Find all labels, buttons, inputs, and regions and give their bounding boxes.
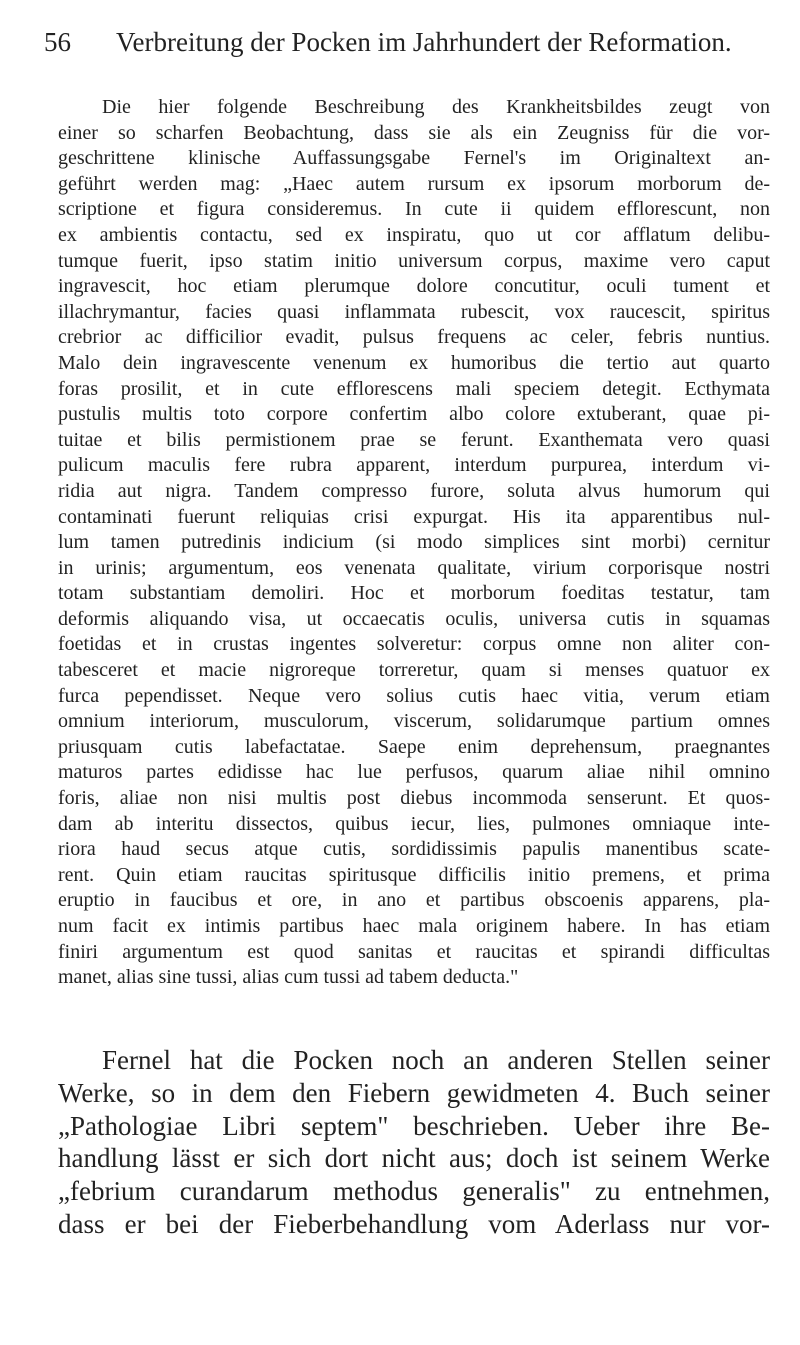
text-line: handlung lässt er sich dort nicht aus; doch ist seinem Werke — [58, 1143, 770, 1174]
text-line: Werke, so in dem den Fiebern gewidmeten 4. Buch seiner — [58, 1077, 770, 1108]
running-title: Verbreitung der Pocken im Jahrhundert der Reformation. — [116, 27, 732, 57]
text-line: riora haud secus atque cutis, sordidissimis papulis manentibus scate- — [58, 838, 770, 861]
text-line: ridia aut nigra. Tandem compresso furore, soluta alvus humorum qui — [58, 479, 770, 502]
text-line: crebrior ac difficilior evadit, pulsus frequens ac celer, febris nuntius. — [58, 326, 770, 349]
text-line: geschrittene klinische Auffassungsgabe Fernel's im Originaltext an- — [58, 147, 770, 170]
text-line: dam ab interitu dissectos, quibus iecur, lies, pulmones omniaque inte- — [58, 812, 770, 835]
running-header — [44, 22, 784, 62]
text-line: finiri argumentum est quod sanitas et raucitas et spirandi difficultas — [58, 940, 770, 963]
text-line: pustulis multis toto corpore confertim albo colore extuberant, quae pi- — [58, 403, 770, 426]
text-line: eruptio in faucibus et ore, in ano et partibus obscoenis apparens, pla- — [58, 889, 770, 912]
page-number: 56 — [44, 27, 71, 57]
text-line: deformis aliquando visa, ut occaecatis oculis, universa cutis in squamas — [58, 607, 770, 630]
text-line: totam substantiam demoliri. Hoc et morborum foeditas testatur, tam — [58, 582, 770, 605]
text-line: maturos partes edidisse hac lue perfusos, quarum aliae nihil omnino — [58, 761, 770, 784]
text-line: foetidas et in crustas ingentes solveretur: corpus omne non aliter con- — [58, 633, 770, 656]
text-line: pulicum maculis fere rubra apparent, interdum purpurea, interdum vi- — [58, 454, 770, 477]
text-line: manet, alias sine tussi, alias cum tussi ad tabem deducta." — [58, 966, 519, 989]
text-line: furca pependisset. Neque vero solius cutis haec vitia, verum etiam — [58, 684, 770, 707]
text-line: ex ambientis contactu, sed ex inspiratu, quo ut cor afflatum delibu- — [58, 223, 770, 246]
text-line: contaminati fuerunt reliquias crisi expurgat. His ita apparentibus nul- — [58, 505, 770, 528]
text-line: Die hier folgende Beschreibung des Krankheitsbildes zeugt von — [102, 96, 770, 118]
text-line: rent. Quin etiam raucitas spiritusque difficilis initio premens, et prima — [58, 863, 770, 886]
text-line: in urinis; argumentum, eos venenata qualitate, virium corporisque nostri — [58, 556, 770, 579]
text-line: ingravescit, hoc etiam plerumque dolore concutitur, oculi tument et — [58, 275, 770, 298]
text-line: foras prosilit, et in cute efflorescens mali speciem detegit. Ecthymata — [58, 377, 770, 400]
text-line: „Pathologiae Libri septem" beschrieben. Ueber ihre Be- — [58, 1110, 770, 1141]
text-line: scriptione et figura consideremus. In cute ii quidem efflorescunt, non — [58, 198, 770, 221]
text-line: einer so scharfen Beobachtung, dass sie als ein Zeugniss für die vor- — [58, 121, 770, 144]
text-line: omnium interiorum, musculorum, viscerum, solidarumque partium omnes — [58, 710, 770, 733]
text-line: dass er bei der Fieberbehandlung vom Aderlass nur vor- — [58, 1208, 770, 1239]
text-line: lum tamen putredinis indicium (si modo simplices sint morbi) cernitur — [58, 531, 770, 554]
text-line: tuitae et bilis permistionem prae se ferunt. Exanthemata vero quasi — [58, 428, 770, 451]
text-line: „febrium curandarum methodus generalis" zu entnehmen, — [58, 1176, 770, 1207]
text-line: illachrymantur, facies quasi inflammata rubescit, vox raucescit, spiritus — [58, 300, 770, 323]
text-line: num facit ex intimis partibus haec mala originem habere. In has etiam — [58, 915, 770, 937]
text-line: tumque fuerit, ipso statim initio universum corpus, maxime vero caput — [58, 249, 770, 272]
text-line: tabesceret et macie nigroreque torreretur, quam si menses quatuor ex — [58, 659, 770, 682]
main-paragraph — [58, 1044, 770, 1241]
text-line: Malo dein ingravescente venenum ex humoribus die tertio aut quarto — [58, 351, 770, 374]
text-line: priusquam cutis labefactatae. Saepe enim deprehensum, praegnantes — [58, 735, 770, 758]
text-line: Fernel hat die Pocken noch an anderen Stellen seiner — [102, 1045, 770, 1075]
text-line: geführt werden mag: „Haec autem rursum ex ipsorum morborum de- — [58, 172, 770, 195]
quote-paragraph — [58, 95, 770, 991]
text-line: foris, aliae non nisi multis post diebus incommoda senserunt. Et quos- — [58, 787, 770, 810]
